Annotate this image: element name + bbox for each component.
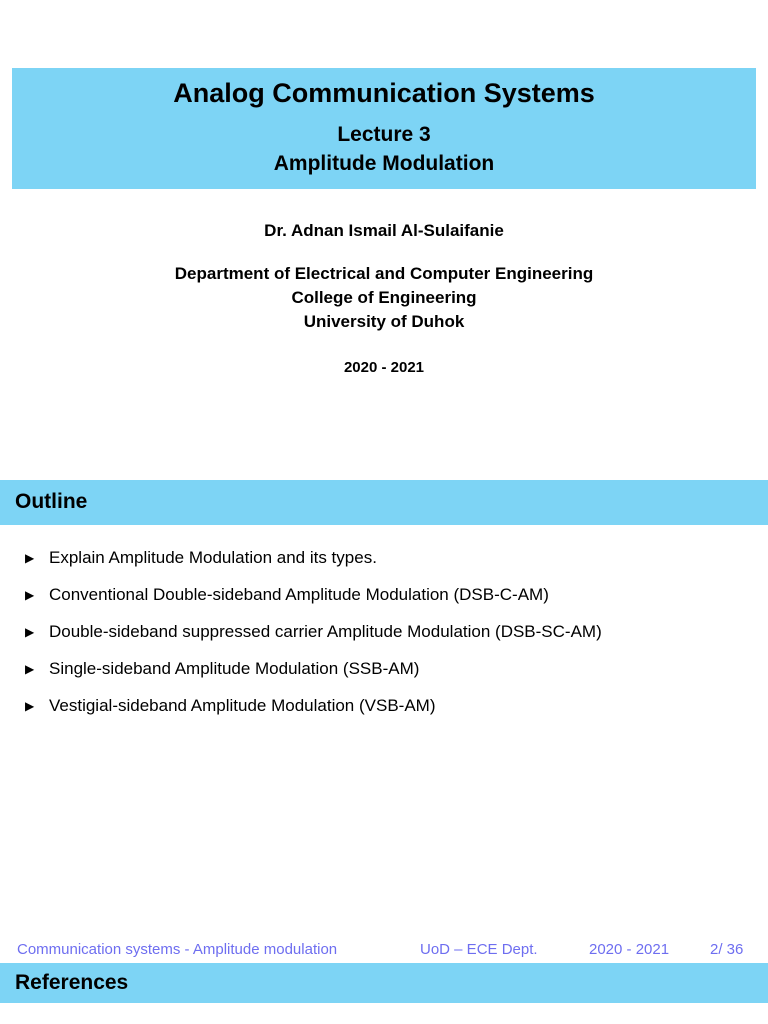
affiliation-block bbox=[0, 262, 768, 334]
list-item-text: Explain Amplitude Modulation and its types. bbox=[49, 548, 377, 567]
author-name: Dr. Adnan Ismail Al-Sulaifanie bbox=[264, 221, 504, 240]
slide-footer bbox=[0, 940, 768, 962]
list-item-text: Vestigial-sideband Amplitude Modulation (VSB-AM) bbox=[49, 696, 436, 715]
list-item bbox=[25, 656, 602, 693]
triangle-bullet-icon: ▶ bbox=[25, 662, 35, 676]
outline-frame-title bbox=[0, 480, 768, 525]
footer-short-title: Communication systems - Amplitude modulation bbox=[17, 941, 338, 958]
references-heading: References bbox=[15, 971, 129, 994]
outline-heading: Outline bbox=[15, 490, 88, 513]
lecture-number: Lecture 3 bbox=[337, 123, 431, 146]
list-item bbox=[25, 619, 602, 656]
list-item bbox=[25, 582, 602, 619]
title-block bbox=[12, 68, 756, 189]
affiliation-department: Department of Electrical and Computer Engineering bbox=[174, 264, 594, 283]
presentation-title: Analog Communication Systems bbox=[173, 78, 595, 108]
list-item-text: Single-sideband Amplitude Modulation (SSB-AM) bbox=[49, 659, 420, 678]
list-item bbox=[25, 693, 602, 730]
outline-list bbox=[25, 545, 602, 730]
affiliation-university: University of Duhok bbox=[303, 312, 465, 331]
list-item-text: Double-sideband suppressed carrier Amplitude Modulation (DSB-SC-AM) bbox=[49, 622, 602, 641]
list-item bbox=[25, 545, 602, 582]
lecture-subtitle: Amplitude Modulation bbox=[273, 152, 495, 175]
triangle-bullet-icon: ▶ bbox=[25, 699, 35, 713]
academic-year: 2020 - 2021 bbox=[343, 359, 425, 376]
triangle-bullet-icon: ▶ bbox=[25, 588, 35, 602]
footer-page-number: 2/ 36 bbox=[710, 941, 744, 958]
footer-institute: UoD – ECE Dept. bbox=[420, 941, 538, 958]
references-frame-title bbox=[0, 963, 768, 1003]
footer-date: 2020 - 2021 bbox=[589, 941, 670, 958]
list-item-text: Conventional Double-sideband Amplitude Modulation (DSB-C-AM) bbox=[49, 585, 549, 604]
triangle-bullet-icon: ▶ bbox=[25, 551, 35, 565]
affiliation-college: College of Engineering bbox=[291, 288, 477, 307]
triangle-bullet-icon: ▶ bbox=[25, 625, 35, 639]
